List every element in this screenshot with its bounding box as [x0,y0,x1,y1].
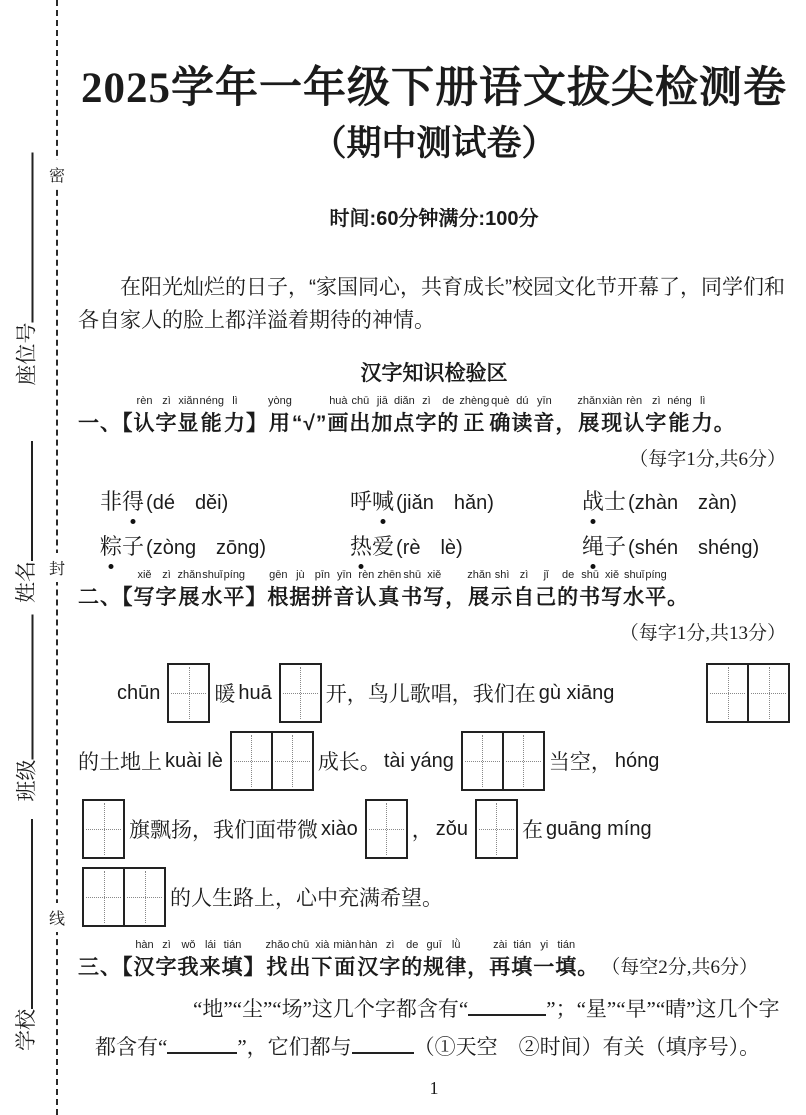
ruby-char: néng 能 [199,395,224,435]
class-blank [16,615,34,760]
writing-box [365,799,408,859]
ruby-char: zhǎn 展 [467,569,492,609]
chinese-text: 的人生路上，心中充满希望。 [170,886,443,910]
plain-text: 二、【 [78,586,134,609]
q1-score [78,444,790,471]
ruby-char: xiǎn 显 [177,395,200,435]
chinese-text: 旗飘扬，我们面带微 [129,818,318,842]
pinyin-text: chūn [117,681,161,704]
ruby-char: zì 字 [645,395,668,435]
ruby-char: yòng 用 [267,395,292,435]
chinese-text: 暖 [214,682,236,706]
writing-cell [477,801,516,857]
plain-text: 】 [243,956,266,979]
ruby-char: tián 填 [555,939,578,979]
ruby-char: de 的 [437,395,460,435]
character: 子 [122,534,145,559]
word-item [582,530,790,561]
plain-text: ， [555,412,578,435]
word-item [350,485,582,516]
seat-number-label [14,153,40,386]
ruby-char: zhǎn 展 [177,569,202,609]
ruby-char: lái 来 [199,939,222,979]
pinyin-text: xiào [321,817,358,840]
ruby-char: què 确 [489,395,512,435]
ruby-char: yi 一 [533,939,556,979]
dotted-character: 绳 [582,530,604,561]
ruby-char: zhēn 真 [377,569,402,609]
chinese-text: （①天空 ②时间）有关（填序号）。 [413,1035,761,1059]
ruby-char: zì 字 [415,395,438,435]
pinyin-text: kuài lè [165,749,223,772]
writing-box [230,731,314,791]
seat-number-text: 座位号 [14,322,39,386]
q1-words [100,485,790,561]
pinyin-text: hóng [614,749,660,772]
pinyin-options: (shén shéng) [628,537,760,559]
writing-box [706,663,790,723]
writing-cell [463,733,502,789]
name-label [13,441,39,603]
answer-blank [167,1036,237,1054]
ruby-char: xiě 写 [423,569,446,609]
word-item [100,530,350,561]
ruby-char: jǐ 己 [535,569,558,609]
fill-line [78,795,790,863]
chinese-text: 当空， [548,750,612,774]
pinyin-text: zǒu [435,817,468,840]
chinese-text: “地”“尘”“场”这几个字都含有“ [193,997,469,1021]
plain-text: ， [467,956,490,979]
ruby-char: zhǎo 找 [265,939,290,979]
ruby-char: rèn 认 [355,569,378,609]
writing-box [279,663,322,723]
class-text: 班级 [14,759,39,802]
ruby-char: hàn 汉 [133,939,156,979]
plain-text: ， [445,586,468,609]
ruby-char: zì 字 [379,939,402,979]
fill-line [78,659,790,727]
writing-cell [232,733,271,789]
ruby-char: diǎn 点 [393,395,416,435]
chinese-text: 成长。 [317,750,381,774]
ruby-char: xiàn 现 [601,395,624,435]
q3-line-1 [193,992,790,1026]
ruby-char: guī 规 [423,939,446,979]
ruby-char: shū 书 [401,569,424,609]
ruby-char: zài 再 [489,939,512,979]
dotted-character: 喊 [372,485,394,516]
q2-lines [78,659,790,931]
ruby-char: shuǐ 水 [623,569,646,609]
ruby-char: lì 力 [691,395,714,435]
plain-text: 。 [667,586,690,609]
ruby-char: yīn 音 [333,569,356,609]
dotted-character: 热 [350,530,372,561]
ruby-char: miàn 面 [333,939,358,979]
page-number: 1 [429,1078,439,1098]
class-label [14,615,40,802]
ruby-char: píng 平 [645,569,668,609]
ruby-char: lǜ 律 [445,939,468,979]
ruby-char: zì 自 [513,569,536,609]
chinese-text: ”，它们都与 [237,1035,352,1059]
writing-cell [281,665,320,721]
dotted-character: 粽 [100,530,122,561]
ruby-char: de 的 [401,939,424,979]
ruby-char: shuǐ 水 [201,569,224,609]
ruby-char: yīn 音 [533,395,556,435]
dotted-character: 得 [122,485,144,516]
word-item [350,530,582,561]
school-blank [15,819,33,1009]
ruby-char: shì 示 [491,569,514,609]
plain-text: 一、【 [78,412,134,435]
ruby-char: jù 据 [289,569,312,609]
chinese-text: 的土地上 [78,750,162,774]
pinyin-text: guāng míng [545,817,652,840]
content-column [78,0,790,1099]
ruby-char: zì 字 [155,395,178,435]
q2-score-text: （每字1分,共13分） [619,623,786,644]
pinyin-text: tài yáng [383,749,454,772]
pinyin-options: (rè lè) [396,537,463,559]
chinese-text: ”；“星”“早”“晴”这几个字 [546,997,780,1021]
ruby-char: xià 下 [311,939,334,979]
character: 子 [604,534,627,559]
page-title: 2025学年一年级下册语文拔尖检测卷 [81,65,787,112]
writing-cell [123,869,164,925]
seal-char-mi: 密 [48,160,66,189]
writing-cell [708,665,747,721]
ruby-char: rèn 认 [623,395,646,435]
character: 爱 [372,534,395,559]
name-blank [15,441,33,561]
time-score-info: 时间:60分钟满分:100分 [329,208,539,230]
writing-cell [84,801,123,857]
writing-cell [502,733,543,789]
plain-text: 】 [245,586,268,609]
answer-blank [352,1036,414,1054]
ruby-char: rèn 认 [133,395,156,435]
school-text: 学校 [14,1009,38,1051]
chinese-text: 开，鸟儿歌唱，我们在 [325,682,536,706]
intro-paragraph: 在阳光灿烂的日子，“家国同心，共育成长”校园文化节开幕了，同学们和各自家人的脸上都洋溢着期待的神情。 [78,276,785,332]
q2-score [78,618,790,645]
q2-header [78,569,790,612]
ruby-char: tián 填 [221,939,244,979]
writing-cell [84,869,123,925]
ruby-char: pīn 拼 [311,569,334,609]
ruby-char: zì 字 [155,569,178,609]
answer-blank [468,998,546,1016]
plain-text: 。 [577,956,600,979]
plain-text: 。 [713,412,736,435]
writing-box [475,799,518,859]
pinyin-options: (zòng zōng) [146,537,267,559]
writing-box [461,731,545,791]
q1-header [78,395,790,438]
seat-number-blank [16,153,34,323]
ruby-char: de 的 [557,569,580,609]
ruby-char: xiě 写 [601,569,624,609]
ruby-char: zì 字 [155,939,178,979]
writing-cell [367,801,406,857]
ruby-char: chū 出 [289,939,312,979]
school-label [13,819,39,1051]
pinyin-options: (jiǎn hǎn) [396,492,494,514]
ruby-char: xiě 写 [133,569,156,609]
ruby-char: píng 平 [223,569,246,609]
page-subtitle: （期中测试卷） [311,124,557,163]
plain-text: 三、【 [78,956,134,979]
ruby-char: néng 能 [667,395,692,435]
ruby-char: shū 书 [579,569,602,609]
dotted-character: 战 [582,485,604,516]
ruby-char: gēn 根 [267,569,290,609]
ruby-char: wǒ 我 [177,939,200,979]
q1-score-text: （每字1分,共6分） [629,449,786,470]
character: 非 [100,489,123,514]
chinese-text: 在 [521,818,543,842]
ruby-char: zhèng 正 [459,395,490,435]
plain-text: “√” [291,412,328,435]
seal-char-feng: 封 [48,553,66,582]
pinyin-options: (zhàn zàn) [628,492,737,514]
ruby-char: lì 力 [223,395,246,435]
writing-box [167,663,210,723]
word-item [100,485,350,516]
word-item [582,485,790,516]
seal-char-xian: 线 [48,903,66,932]
character: 呼 [350,489,373,514]
ruby-char: jiā 加 [371,395,394,435]
writing-box [82,867,166,927]
ruby-char: chū 出 [349,395,372,435]
pinyin-text: huā [238,681,272,704]
writing-cell [747,665,788,721]
ruby-char: huà 画 [327,395,350,435]
q3-score-text: （每空2分,共6分） [601,957,758,978]
fill-line [78,863,790,931]
chinese-text: ， [411,818,433,842]
name-text: 姓名 [14,561,38,603]
q3-header-tokens [78,939,600,981]
writing-box [82,799,125,859]
ruby-char: tián 填 [511,939,534,979]
writing-cell [169,665,208,721]
pinyin-options: (dé děi) [146,492,229,514]
plain-text: 】 [245,412,268,435]
ruby-char: dú 读 [511,395,534,435]
writing-cell [271,733,312,789]
chinese-text: 都含有“ [95,1035,168,1059]
section-title: 汉字知识检验区 [360,362,508,385]
fill-line [78,727,790,795]
q3-line-2 [95,1030,790,1064]
q3-header [78,939,790,982]
character: 士 [604,489,627,514]
ruby-char: zhǎn 展 [577,395,602,435]
pinyin-text: gù xiāng [538,681,615,704]
ruby-char: hàn 汉 [357,939,380,979]
